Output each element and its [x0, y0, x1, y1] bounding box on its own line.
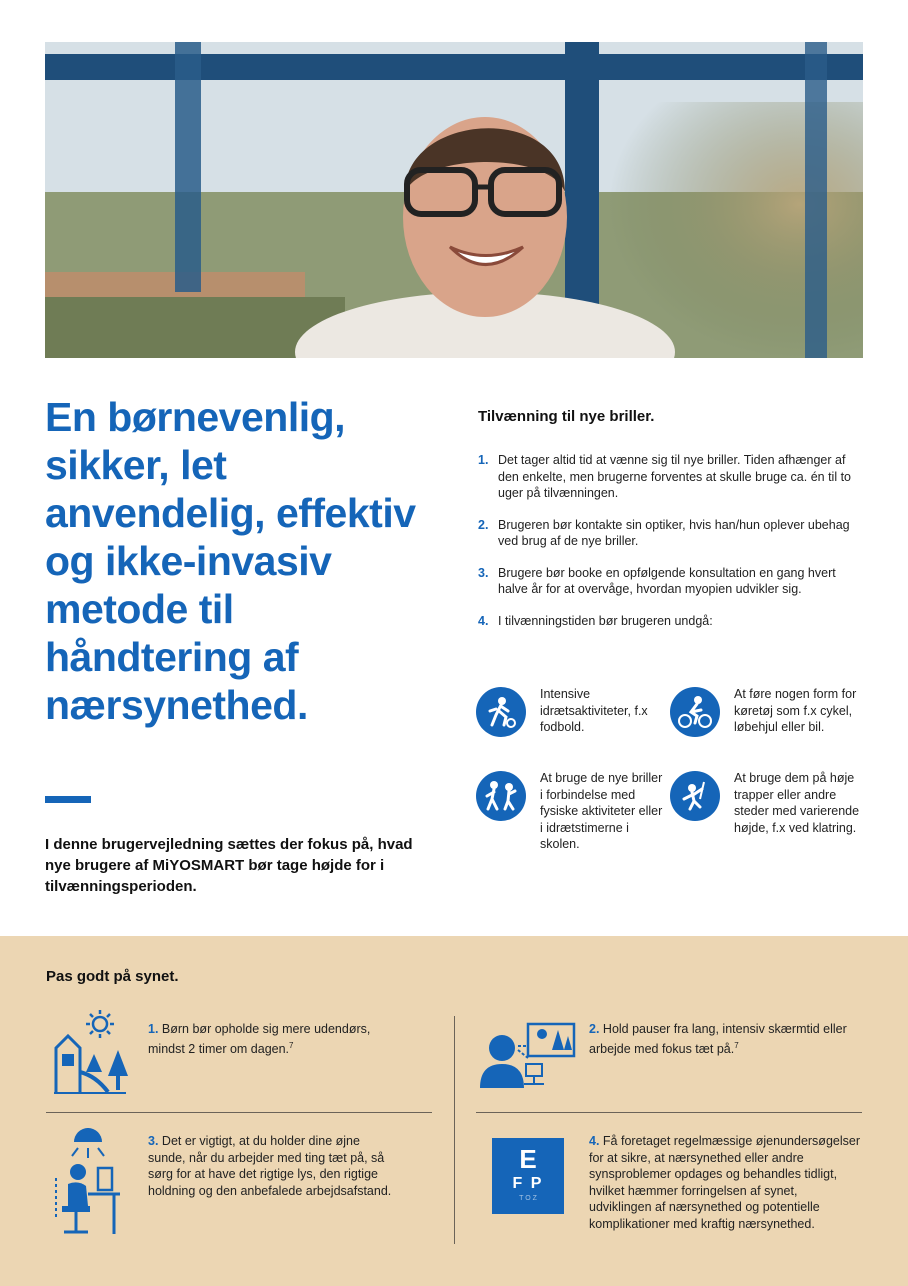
step-item: 3. Brugere bør booke en opfølgende konsultation en gang hvert halve år for at overvåge, hvordan myopien udvikler sig.: [478, 565, 836, 596]
avoid-item-sports: Intensive idrætsaktiviteter, f.x fodbold.: [476, 686, 666, 737]
column-divider: [454, 1016, 455, 1244]
sports-activity-icon: [476, 771, 526, 821]
lead-text: I denne brugervejledning sættes der fokus på, hvad nye brugere af MiYOSMART bør tage højde for i tilvænningsperioden.: [45, 836, 413, 895]
tip-4: 4. Få foretaget regelmæssige øjenundersøgelser for at sikre, at nærsynethed eller andre synsproblemer opdages og behandles tidligt, hvilket hæmmer forringelsen af synet, udviklingen af nærsynethed og potentielle komplikationer med kraftig nærsynethed.: [589, 1134, 860, 1231]
climbing-icon: [670, 771, 720, 821]
row-divider-left: [46, 1112, 432, 1113]
avoid-item-heights: At bruge dem på høje trapper eller andre steder med varierende højde, f.x ved klatring.: [670, 770, 860, 836]
step-item: 4. I tilvænningstiden bør brugeren undgå:: [478, 613, 713, 628]
step-item: 2. Brugeren bør kontakte sin optiker, hvis han/hun oplever ubehag ved brug af de nye briller.: [478, 517, 850, 548]
row-divider-right: [476, 1112, 862, 1113]
avoid-item-physical: At bruge de nye briller i forbindelse med fysiske aktiviteter eller i idrætstimerne i skolen.: [476, 770, 666, 853]
step-item: 1. Det tager altid tid at vænne sig til nye briller. Tiden afhænger af den enkelte, men brugerne forventes at skulle bruge ca. én til to uger på tilvænningen.: [478, 453, 851, 500]
tip-1: 1. Børn bør opholde sig mere udendørs, mindst 2 timer om dagen.$^7$: [148, 1022, 371, 1056]
adaptation-title: Tilvænning til nye briller.: [478, 408, 655, 425]
tip-2: 2. Hold pauser fra lang, intensiv skærmtid eller arbejde med fokus tæt på.$^7$: [589, 1022, 847, 1056]
football-icon: [476, 687, 526, 737]
care-title: Pas godt på synet.: [46, 968, 179, 985]
avoid-item-vehicle: At føre nogen form for køretøj som f.x cykel, løbehjul eller bil.: [670, 686, 860, 737]
accent-bar: [45, 796, 91, 803]
hero-photo: [45, 42, 863, 358]
adaptation-steps: [478, 452, 868, 644]
desk-lighting-icon: [52, 1128, 126, 1241]
screen-time-icon: [478, 1018, 578, 1093]
headline: En børnevenlig, sikker, let anvendelig, effektiv og ikke-invasiv metode til håndtering af nærsynethed.: [45, 394, 416, 728]
playground-icon: [52, 1010, 128, 1099]
cyclist-icon: [670, 687, 720, 737]
tip-3: 3. Det er vigtigt, at du holder dine øjne sunde, når du arbejder med ting tæt på, så sørg for at have det rigtige lys, den rigtige holdning og den anbefalede arbejdsafstand.: [148, 1134, 392, 1198]
eye-chart-icon: E F P T O Z: [492, 1138, 564, 1214]
